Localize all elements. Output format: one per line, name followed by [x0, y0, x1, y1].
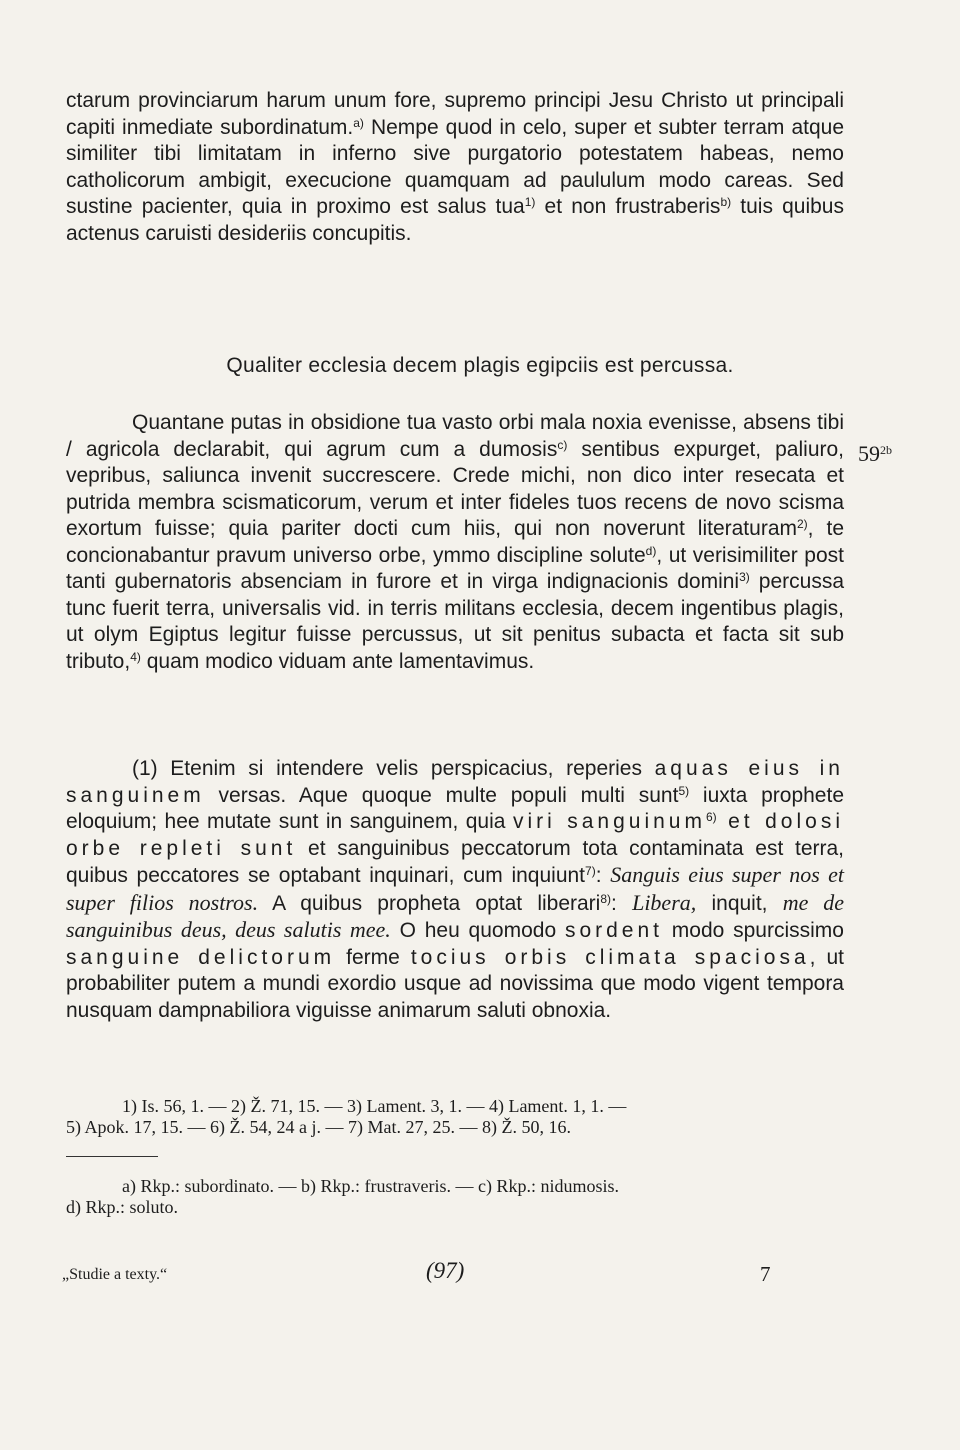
- source-footnotes: [66, 1096, 844, 1138]
- text: ctarum provinciarum harum unum fore, supremo principi Jesu Christo ut principali capiti inmediate subordinatum.: [66, 89, 844, 139]
- text: inquit,: [696, 891, 783, 915]
- text: , te concionabantur pravum universo orbe, ymmo discipline solute: [66, 517, 845, 567]
- italic-quote: Sanguis eius super nos et super filios nostros.: [66, 862, 844, 915]
- manuscript-folio-note: [858, 441, 892, 467]
- section-heading: Qualiter ecclesia decem plagis egipciis est percussa.: [226, 354, 734, 377]
- paragraph-3: [66, 756, 844, 1024]
- footnote-ref: 4): [130, 649, 141, 664]
- apparatus-ref: c): [557, 437, 568, 452]
- apparatus-ref: d): [645, 543, 657, 558]
- text: quam modico viduam ante lamentavimus.: [140, 649, 535, 673]
- text: percussa tunc fuerit terra, universalis vid. in terris militans ecclesia, decem ingentibus plagis, ut olym Egiptus legitur fuisse percussus, ut sit penitus subacta et facta sit sub tributo,: [66, 570, 845, 673]
- footnote-line: 1) Is. 56, 1. — 2) Ž. 71, 15. — 3) Lament. 3, 1. — 4) Lament. 1, 1. —: [122, 1096, 627, 1116]
- paragraph-1: [66, 88, 844, 247]
- text: :: [595, 864, 611, 887]
- text: Nempe quod in celo, super et subter terram atque similiter tibi limitatam in inferno sive purgatorio potestatem habeas, nemo catholicorum ambigit, execucione quamquam ad paululum modo careas. Sed sustine pacienter, quia in proximo est salus tua: [66, 115, 844, 218]
- apparatus-line: a) Rkp.: subordinato. — b) Rkp.: frustraveris. — c) Rkp.: nidumosis.: [122, 1176, 619, 1196]
- spaced-text: aquas eius in sanguinem: [66, 757, 844, 807]
- text: sentibus expurget, paliuro, vepribus, saliunca invenit succrescere. Crede michi, non dico inter resecata et putrida membra scismaticorum, verum et inter fideles tuos recens de novo scisma exortum fuisse; quia pariter docti cum hiis, qui non noverunt literaturam: [66, 437, 845, 540]
- italic-quote: me de sanguinibus deus, deus salutis mee.: [66, 889, 845, 942]
- spaced-text: tocius orbis climata spaciosa: [410, 945, 810, 969]
- footnote-ref: 5): [678, 783, 690, 798]
- footnote-ref: 8): [600, 891, 612, 906]
- text: , ut verisimiliter post tanti gubernatoris absenciam in furore et in virga indignacionis domini: [66, 543, 844, 593]
- text: :: [611, 891, 633, 915]
- spaced-text: et dolosi orbe repleti sunt: [66, 810, 844, 860]
- folio-side: 2b: [880, 443, 892, 457]
- text: (1) Etenim si intendere velis perspicacius, reperies: [132, 757, 655, 780]
- spaced-text: viri sanguinum: [512, 810, 706, 833]
- text: O heu quomodo: [390, 919, 565, 942]
- footnote-ref: 6): [705, 810, 717, 824]
- footnote-ref: 3): [739, 570, 750, 584]
- paragraph-2: [66, 410, 844, 675]
- footnote-divider: [66, 1156, 158, 1157]
- text: et sanguinibus peccatorum tota contaminata est terra, quibus peccatores se optabant inquinari, cum inquiunt: [66, 836, 844, 887]
- text: ferme: [335, 945, 411, 969]
- series-title: „Studie a texty.“: [62, 1266, 168, 1283]
- apparatus-line: d) Rkp.: soluto.: [66, 1197, 179, 1217]
- apparatus-ref: a): [353, 115, 364, 130]
- text: , ut probabiliter putem a mundi exordio usque ad novissima que modo vigent tempora nusquam dampnabiliora viguisse animarum saluti obnoxia.: [66, 945, 844, 1022]
- text: Quantane putas in obsidione tua vasto orbi mala noxia evenisse, absens tibi / agricola declarabit, qui agrum cum a dumosis: [66, 411, 844, 461]
- text: tuis quibus actenus caruisti desideriis concupitis.: [66, 195, 844, 245]
- apparatus-ref: b): [720, 195, 732, 209]
- footnote-ref: 7): [585, 864, 596, 878]
- page-number: (97): [426, 1258, 465, 1283]
- footnote-ref: 1): [524, 195, 536, 209]
- text: iuxta prophete eloquium; hee mutate sunt in sanguinem, quia: [66, 783, 844, 833]
- text: et non frustraberis: [535, 195, 721, 218]
- footnote-ref: 2): [797, 517, 808, 531]
- spaced-text: sanguine delictorum: [66, 945, 336, 969]
- apparatus-footnotes: [66, 1176, 844, 1218]
- signature-mark: 7: [760, 1262, 771, 1286]
- italic-quote: Libera,: [632, 889, 697, 915]
- text: versas. Aque quoque multe populi multi sunt: [204, 783, 679, 807]
- folio-number: 59: [858, 441, 880, 466]
- text: A quibus propheta optat liberari: [258, 891, 601, 915]
- spaced-text: sordent: [564, 919, 663, 942]
- footnote-line: 5) Apok. 17, 15. — 6) Ž. 54, 24 a j. — 7) Mat. 27, 25. — 8) Ž. 50, 16.: [66, 1117, 571, 1137]
- text: modo spurcissimo: [662, 919, 844, 942]
